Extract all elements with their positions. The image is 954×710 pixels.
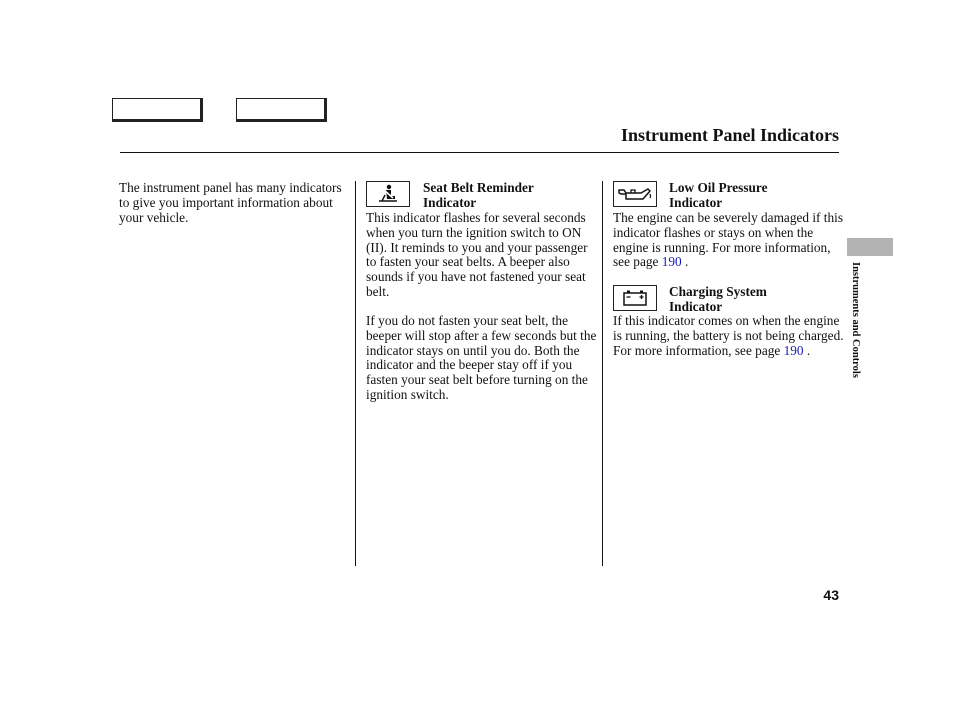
page-number: 43 (823, 587, 839, 603)
seatbelt-text-1: This indicator flashes for several seconds when you turn the ignition switch to ON (II). It reminds to you and your passenger to fasten your seat belts. A beeper also sounds if you have not fastened your seat belt. (366, 210, 588, 299)
previous-page-button[interactable] (112, 98, 203, 122)
seatbelt-person-icon (366, 181, 410, 207)
intro-column (119, 181, 347, 225)
section-tab[interactable] (847, 238, 893, 256)
intro-text: The instrument panel has many indicators to give you important information about your vehicle. (119, 180, 342, 225)
column-divider-2 (602, 181, 603, 566)
oil-heading-line1: Low Oil Pressure (669, 180, 768, 195)
oil-text-end: . (681, 254, 689, 270)
charging-heading-line1: Charging System (669, 284, 767, 299)
oil-text: The engine can be severely damaged if this indicator flashes or stays on when the engine is running. For more information, see page (613, 210, 844, 270)
battery-icon (613, 285, 657, 311)
title-divider (120, 152, 839, 153)
charging-page-link[interactable]: 190 (783, 342, 804, 358)
oil-heading-line2: Indicator (669, 194, 723, 210)
seatbelt-heading (423, 181, 593, 211)
charging-heading (669, 285, 839, 315)
seatbelt-paragraph-1 (366, 211, 598, 300)
section-label: Instruments and Controls (850, 262, 861, 378)
seatbelt-heading-line1: Seat Belt Reminder (423, 180, 534, 195)
charging-text-end: . (803, 342, 811, 358)
charging-paragraph (613, 314, 845, 358)
oil-can-icon (613, 181, 657, 207)
oil-heading (669, 181, 839, 211)
column-divider-1 (355, 181, 356, 566)
page-title: Instrument Panel Indicators (620, 125, 839, 145)
next-page-button[interactable] (236, 98, 327, 122)
seatbelt-text-2: If you do not fasten your seat belt, the beeper will stop after a few seconds but the indicator stays on until you do. Both the indicator and the beeper stay off if you fasten your seat belt before turning on the ignition switch. (366, 313, 597, 402)
seatbelt-paragraph-2 (366, 314, 598, 403)
charging-heading-line2: Indicator (669, 298, 723, 314)
seatbelt-heading-line2: Indicator (423, 194, 477, 210)
charging-text: If this indicator comes on when the engine is running, the battery is not being charged. For more information, see page (613, 313, 844, 358)
oil-page-link[interactable]: 190 (661, 254, 682, 270)
oil-paragraph (613, 211, 845, 270)
